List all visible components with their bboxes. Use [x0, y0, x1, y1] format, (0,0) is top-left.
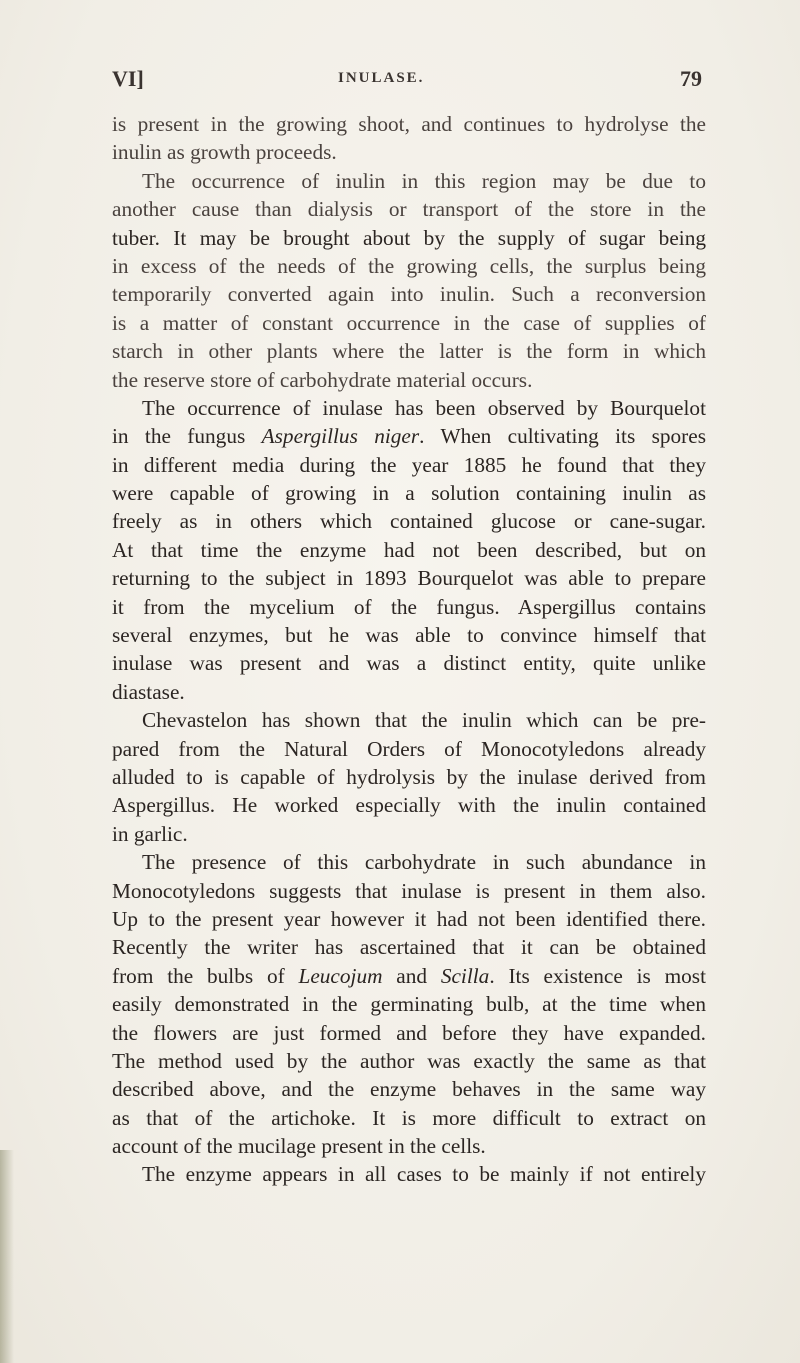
italic-term: Aspergillus niger [261, 424, 420, 449]
text-line: alluded to is capable of hydrolysis by the inulase derived from [112, 764, 706, 789]
text-line: is a matter of constant occurrence in the case of supplies of [112, 310, 706, 335]
text-line: pared from the Natural Orders of Monocotyledons already [112, 736, 706, 761]
text-line: another cause than dialysis or transport of the store in the [112, 197, 706, 222]
text-line: Chevastelon has shown that the inulin which can be pre- [142, 708, 706, 733]
page-number: 79 [680, 66, 702, 91]
text-line: in excess of the needs of the growing cells, the surplus being [112, 253, 706, 278]
text-line: At that time the enzyme had not been described, but on [112, 537, 706, 562]
text-line: inulin as growth proceeds. [112, 140, 337, 165]
text-line: described above, and the enzyme behaves in the same way [112, 1077, 706, 1102]
italic-term: Scilla [440, 963, 490, 988]
text-line: inulase was present and was a distinct entity, quite unlike [112, 651, 706, 676]
body-text [112, 110, 706, 1189]
running-title: INULASE. [338, 70, 425, 86]
text-line: it from the mycelium of the fungus. Aspergillus contains [112, 594, 706, 619]
text-line: The occurrence of inulase has been observed by Bourquelot [142, 395, 706, 420]
text-line: Monocotyledons suggests that inulase is present in them also. [112, 878, 706, 903]
text-line: tuber. It may be brought about by the supply of sugar being [112, 225, 706, 250]
text-line: as that of the artichoke. It is more difficult to extract on [112, 1105, 706, 1130]
text-line: Up to the present year however it had not been identified there. [112, 906, 706, 931]
text-line: were capable of growing in a solution containing inulin as [112, 481, 706, 506]
text-line: diastase. [112, 679, 185, 704]
text-line: from the bulbs of Leucojum and Scilla. Its existence is most [112, 963, 706, 988]
text-line: the reserve store of carbohydrate material occurs. [112, 367, 533, 392]
text-line: Recently the writer has ascertained that it can be obtained [112, 935, 706, 960]
text-line: in the fungus Aspergillus niger. When cultivating its spores [112, 424, 706, 449]
text-line: in different media during the year 1885 he found that they [112, 452, 706, 477]
text-line: temporarily converted again into inulin. Such a reconversion [112, 282, 706, 307]
page-edge-stain [0, 1150, 14, 1363]
text-line: returning to the subject in 1893 Bourquelot was able to prepare [112, 566, 706, 591]
text-line: starch in other plants where the latter is the form in which [112, 339, 706, 364]
text-line: the flowers are just formed and before they have expanded. [112, 1020, 706, 1045]
text-line: easily demonstrated in the germinating bulb, at the time when [112, 992, 706, 1017]
text-line: Aspergillus. He worked especially with the inulin contained [112, 793, 706, 818]
text-line: is present in the growing shoot, and continues to hydrolyse the [112, 112, 706, 136]
text-line: The enzyme appears in all cases to be mainly if not entirely [142, 1162, 706, 1187]
text-line: freely as in others which contained glucose or cane-sugar. [112, 509, 706, 534]
text-line: several enzymes, but he was able to convince himself that [112, 623, 706, 648]
running-header [112, 66, 702, 96]
text-line: The occurrence of inulin in this region may be due to [142, 168, 706, 193]
text-line: The presence of this carbohydrate in such abundance in [142, 850, 706, 875]
text-line: in garlic. [112, 821, 188, 846]
italic-term: Leucojum [298, 963, 383, 988]
text-line: account of the mucilage present in the cells. [112, 1134, 486, 1159]
chapter-number: VI] [112, 66, 144, 91]
text-line: The method used by the author was exactly the same as that [112, 1048, 706, 1073]
